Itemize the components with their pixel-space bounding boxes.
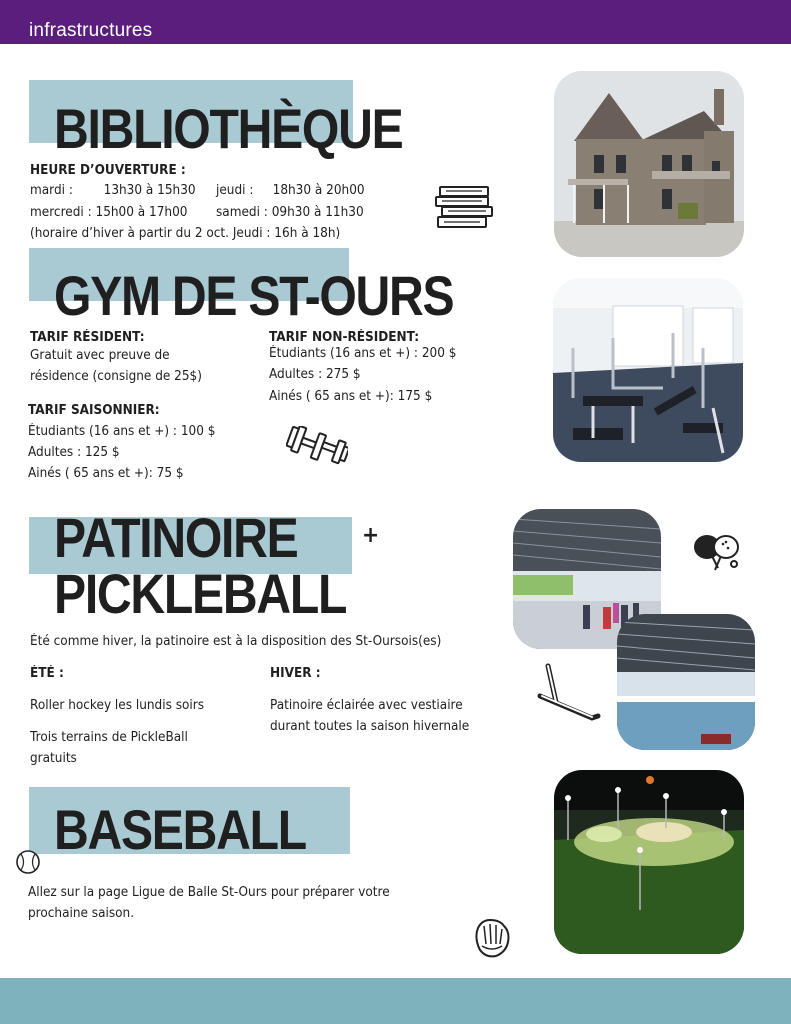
header-label: infrastructures [29, 20, 153, 41]
section-title-gym: GYM DE ST-OURS [54, 264, 454, 327]
summer-item1: Roller hockey les lundis soirs [30, 698, 205, 713]
nonresident-students: Étudiants (16 ans et +) : 200 $ [269, 346, 457, 361]
gym-photo [553, 278, 743, 462]
rink-winter-photo [617, 614, 755, 750]
hockey-sticks-icon [534, 662, 604, 728]
section-title-pickleball: PICKLEBALL [54, 562, 347, 625]
seasonal-adults: Adultes : 125 $ [28, 445, 120, 460]
nonresident-adults: Adultes : 275 $ [269, 367, 361, 382]
pickleball-paddles-icon [690, 532, 744, 574]
section-title-baseball: BASEBALL [54, 798, 306, 861]
winter-heading: HIVER : [270, 666, 321, 681]
nonresident-heading: TARIF NON-RÉSIDENT: [269, 330, 420, 345]
section-title-bibliotheque: BIBLIOTHÈQUE [54, 97, 403, 160]
section-title-patinoire: PATINOIRE [54, 506, 298, 569]
footer-bar [0, 978, 791, 1024]
hours-row2-right: samedi : 09h30 à 11h30 [216, 205, 364, 220]
header-bar [0, 0, 791, 44]
resident-line2: résidence (consigne de 25$) [30, 369, 202, 384]
seasonal-students: Étudiants (16 ans et +) : 100 $ [28, 424, 216, 439]
patinoire-intro: Été comme hiver, la patinoire est à la disposition des St-Oursois(es) [30, 634, 442, 649]
winter-line2: durant toutes la saison hivernale [270, 719, 470, 734]
hours-row1-right: jeudi : 18h30 à 20h00 [216, 183, 365, 198]
seasonal-heading: TARIF SAISONNIER: [28, 403, 160, 418]
resident-line1: Gratuit avec preuve de [30, 348, 170, 363]
library-photo [554, 71, 744, 257]
title-plus: + [362, 523, 380, 548]
baseball-icon [15, 849, 41, 875]
baseball-text-line1: Allez sur la page Ligue de Balle St-Ours pour préparer votre [28, 885, 390, 900]
seasonal-seniors: Ainés ( 65 ans et +): 75 $ [28, 466, 184, 481]
dumbbell-icon [286, 426, 348, 466]
baseball-glove-icon [470, 916, 514, 960]
summer-item2-line2: gratuits [30, 751, 77, 766]
winter-hours-note: (horaire d’hiver à partir du 2 oct. Jeudi : 16h à 18h) [30, 226, 341, 241]
hours-row1-left: mardi : 13h30 à 15h30 [30, 183, 196, 198]
hours-heading: HEURE D’OUVERTURE : [30, 163, 186, 178]
nonresident-seniors: Ainés ( 65 ans et +): 175 $ [269, 389, 433, 404]
hours-row2-left: mercredi : 15h00 à 17h00 [30, 205, 188, 220]
baseball-text-line2: prochaine saison. [28, 906, 135, 921]
summer-item2-line1: Trois terrains de PickleBall [30, 730, 188, 745]
summer-heading: ÉTÉ : [30, 666, 64, 681]
resident-heading: TARIF RÉSIDENT: [30, 330, 145, 345]
baseball-field-photo [554, 770, 744, 954]
winter-line1: Patinoire éclairée avec vestiaire [270, 698, 463, 713]
books-icon [432, 183, 498, 235]
